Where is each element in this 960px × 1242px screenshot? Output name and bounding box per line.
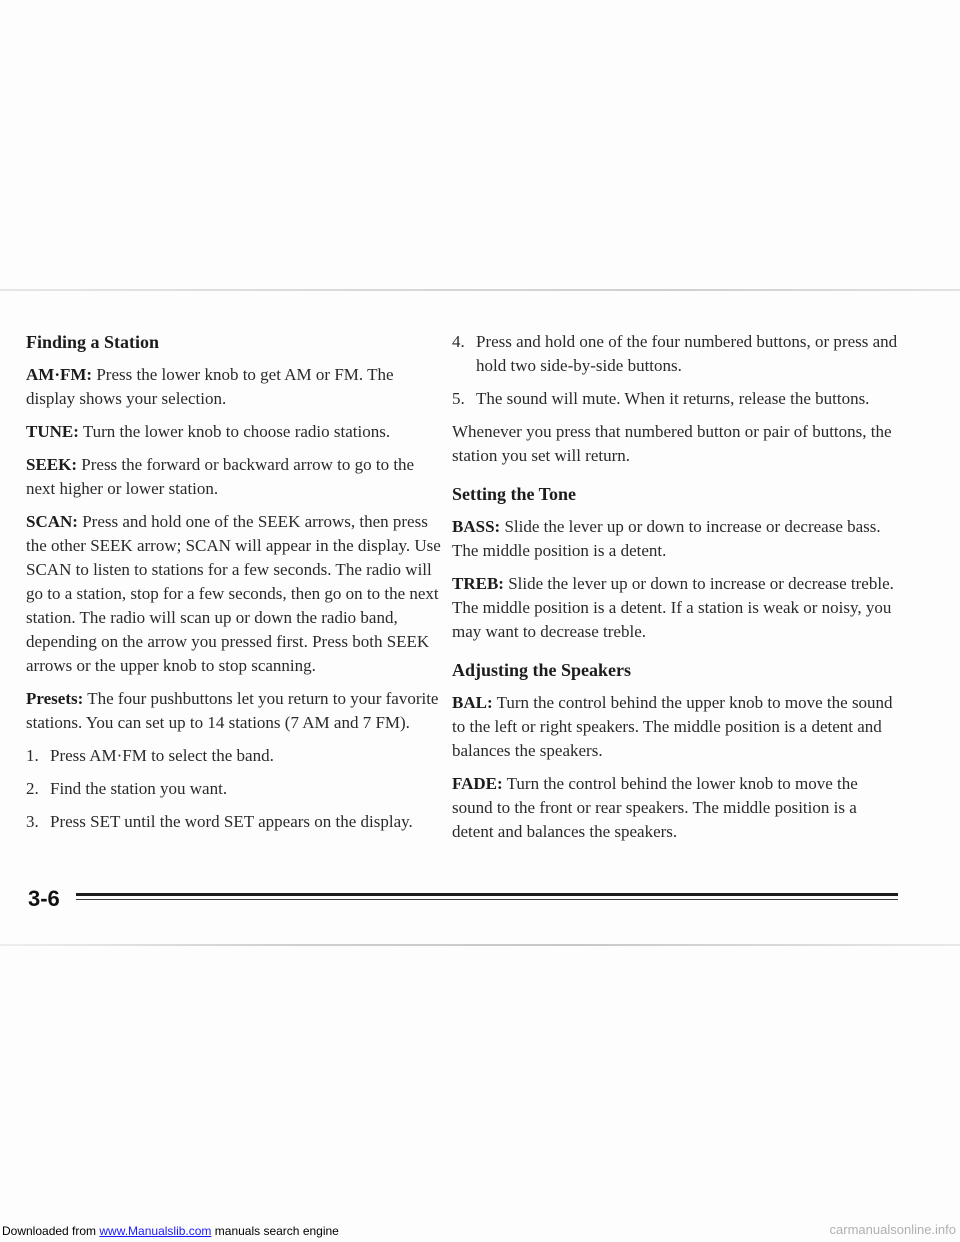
preset-steps-list-b (452, 330, 902, 411)
step-number: 3. (26, 812, 39, 831)
paragraph-am-fm (26, 363, 446, 411)
term-presets: Presets: (26, 689, 84, 708)
text-seek: Press the forward or backward arrow to go to the next higher or lower station. (26, 455, 415, 498)
term-bass: BASS: (452, 517, 501, 536)
list-item (452, 387, 902, 411)
term-fade: FADE: (452, 774, 503, 793)
list-item (26, 810, 446, 834)
step-number: 1. (26, 746, 39, 765)
term-am-fm: AM·FM: (26, 365, 93, 384)
watermark: carmanualsonline.info (829, 1222, 956, 1237)
list-item (452, 330, 902, 378)
list-item (26, 777, 446, 801)
page-number: 3-6 (28, 886, 60, 911)
text-treb: Slide the lever up or down to increase or decrease treble. The middle position is a detent. If a station is weak or noisy, you may want to decrease treble. (452, 574, 894, 641)
step-text: Find the station you want. (50, 779, 228, 798)
text-fade: Turn the control behind the lower knob to move the sound to the front or rear speakers. The middle position is a detent and balances the speakers. (452, 774, 858, 841)
top-divider (0, 289, 960, 291)
left-column (26, 330, 446, 843)
step-text: The sound will mute. When it returns, release the buttons. (476, 389, 870, 408)
heading-setting-the-tone: Setting the Tone (452, 484, 577, 504)
paragraph-scan (26, 510, 446, 678)
list-item (26, 744, 446, 768)
download-footer (2, 1224, 339, 1238)
paragraph-tune (26, 420, 446, 444)
term-seek: SEEK: (26, 455, 78, 474)
right-column (452, 330, 902, 853)
text-bass: Slide the lever up or down to increase or decrease bass. The middle position is a detent. (452, 517, 881, 560)
paragraph-treb (452, 572, 902, 644)
preset-steps-list-a (26, 744, 446, 834)
text-bal: Turn the control behind the upper knob to move the sound to the left or right speakers. The middle position is a detent and balances the speakers. (452, 693, 893, 760)
bottom-divider (0, 944, 960, 946)
paragraph-bal (452, 691, 902, 763)
footer-prefix: Downloaded from (2, 1224, 100, 1238)
text-am-fm: Press the lower knob to get AM or FM. The display shows your selection. (26, 365, 394, 408)
footer-rule-thin (76, 899, 898, 900)
footer-suffix: manuals search engine (211, 1224, 339, 1238)
manualslib-link[interactable]: www.Manualslib.com (99, 1224, 212, 1238)
text-scan: Press and hold one of the SEEK arrows, then press the other SEEK arrow; SCAN will appear in the display. Use SCAN to listen to stations for a few seconds. The radio will go to a station, stop for a few seconds, then go on to the next station. The radio will scan up or down the radio band, depending on the arrow you pressed first. Press both SEEK arrows or the upper knob to stop scanning. (26, 512, 441, 675)
heading-finding-a-station: Finding a Station (26, 332, 160, 352)
paragraph-whenever: Whenever you press that numbered button or pair of buttons, the station you set will return. (452, 422, 892, 465)
term-treb: TREB: (452, 574, 504, 593)
term-scan: SCAN: (26, 512, 78, 531)
paragraph-bass (452, 515, 902, 563)
paragraph-presets (26, 687, 446, 735)
term-bal: BAL: (452, 693, 493, 712)
term-tune: TUNE: (26, 422, 79, 441)
text-presets: The four pushbuttons let you return to your favorite stations. You can set up to 14 stations (7 AM and 7 FM). (26, 689, 439, 732)
text-tune: Turn the lower knob to choose radio stations. (78, 422, 391, 441)
paragraph-seek (26, 453, 446, 501)
step-number: 5. (452, 389, 465, 408)
step-text: Press and hold one of the four numbered buttons, or press and hold two side-by-side buttons. (476, 332, 898, 375)
heading-adjusting-the-speakers: Adjusting the Speakers (452, 660, 632, 680)
paragraph-fade (452, 772, 902, 844)
footer-rule-thick (76, 893, 898, 896)
step-number: 4. (452, 332, 465, 351)
step-text: Press SET until the word SET appears on the display. (50, 812, 413, 831)
step-text: Press AM·FM to select the band. (50, 746, 274, 765)
step-number: 2. (26, 779, 39, 798)
